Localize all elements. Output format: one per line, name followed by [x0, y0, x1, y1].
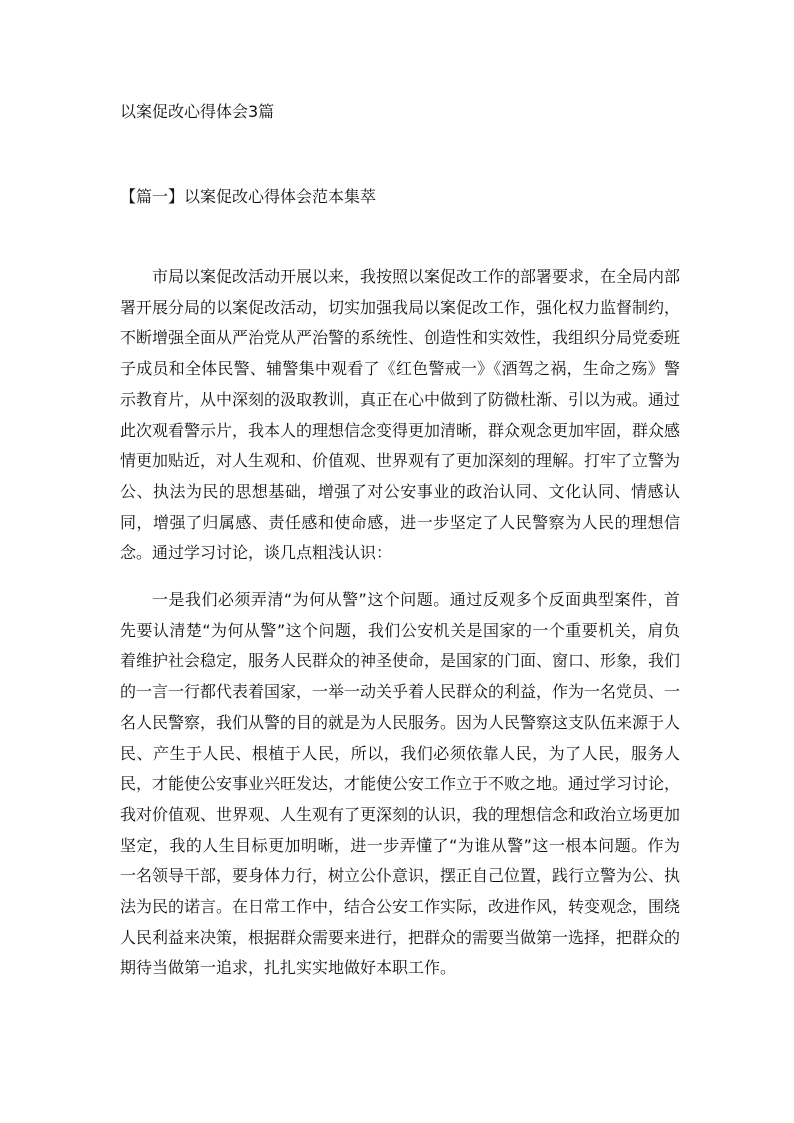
document-title: 以案促改心得体会3篇 [120, 102, 275, 121]
body-paragraph-1: 市局以案促改活动开展以来，我按照以案促改工作的部署要求，在全局内部署开展分局的以案促改活动，切实加强我局以案促改工作，强化权力监督制约，不断增强全面从严治党从严治警的系统性、创造性和实效性，我组织分局党委班子成员和全体民警、辅警集中观看了《红色警戒一》《酒驾之祸，生命之殇》警示教育片，从中深刻的汲取教训，真正在心中做到了防微杜渐、引以为戒。通过此次观看警示片，我本人的理想信念变得更加清晰，群众观念更加牢固，群众感情更加贴近，对人生观和、价值观、世界观有了更加深刻的理解。打牢了立警为公、执法为民的思想基础，增强了对公安事业的政治认同、文化认同、情感认同，增强了归属感、责任感和使命感，进一步坚定了人民警察为人民的理想信念。通过学习讨论，谈几点粗浅认识： [120, 267, 681, 563]
section-heading: 【篇一】以案促改心得体会范本集萃 [120, 187, 377, 206]
body-paragraph-2: 一是我们必须弄清“为何从警”这个问题。通过反观多个反面典型案件，首先要认清楚“为何从警”这个问题，我们公安机关是国家的一个重要机关，肩负着维护社会稳定，服务人民群众的神圣使命，是国家的门面、窗口、形象，我们的一言一行都代表着国家，一举一动关乎着人民群众的利益，作为一名党员、一名人民警察，我们从警的目的就是为人民服务。因为人民警察这支队伍来源于人民、产生于人民、根植于人民，所以，我们必须依靠人民，为了人民，服务人民，才能使公安事业兴旺发达，才能使公安工作立于不败之地。通过学习讨论，我对价值观、世界观、人生观有了更深刻的认识，我的理想信念和政治立场更加坚定，我的人生目标更加明晰，进一步弄懂了“为谁从警”这一根本问题。作为一名领导干部，要身体力行，树立公仆意识，摆正自己位置，践行立警为公、执法为民的诺言。在日常工作中，结合公安工作实际，改进作风，转变观念，围绕人民利益来决策，根据群众需要来进行，把群众的需要当做第一选择，把群众的期待当做第一追求，扎扎实实地做好本职工作。 [120, 590, 681, 978]
